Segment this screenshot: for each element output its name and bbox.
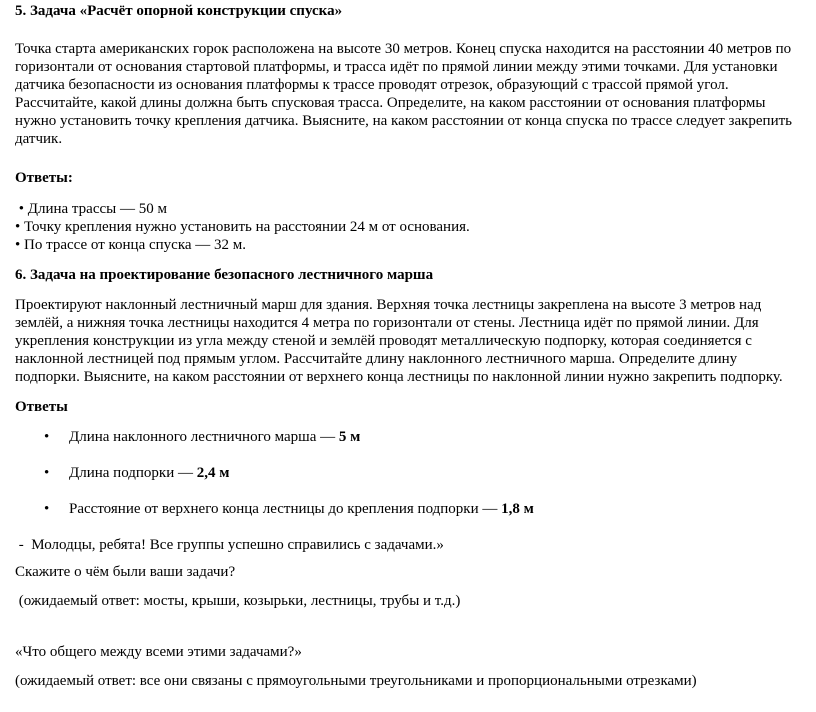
task5-answers — [15, 200, 805, 254]
answer-label: Длина подпорки — — [69, 465, 197, 481]
answer-value: 5 м — [338, 429, 361, 445]
closing-question: Скажите о чём были ваши задачи? — [15, 564, 236, 580]
task6-answers — [15, 428, 805, 518]
task5-answers-heading: Ответы: — [15, 170, 73, 186]
document-page — [15, 2, 805, 690]
bullet-icon: • — [44, 465, 50, 481]
task5-answer-item: • По трассе от конца спуска — 32 м. — [15, 237, 247, 253]
task5-answer-item: • Точку крепления нужно установить на расстоянии 24 м от основания. — [15, 219, 470, 235]
task6-answer-item — [15, 500, 805, 518]
answer-value: 2,4 м — [196, 465, 230, 481]
answer-value: 1,8 м — [501, 501, 534, 517]
task6-title: 6. Задача на проектирование безопасного лестничного марша — [15, 267, 434, 283]
closing-praise: - Молодцы, ребята! Все группы успешно справились с задачами.» — [15, 537, 444, 553]
closing-question-common: «Что общего между всеми этими задачами?» — [15, 644, 302, 660]
closing-expected-answer: (ожидаемый ответ: мосты, крыши, козырьки, лестницы, трубы и т.д.) — [15, 593, 461, 609]
answer-label: Длина наклонного лестничного марша — — [69, 429, 339, 445]
task5-answer-item: • Длина трассы — 50 м — [15, 201, 167, 217]
bullet-icon: • — [44, 501, 50, 517]
task5-title: 5. Задача «Расчёт опорной конструкции спуска» — [15, 3, 343, 19]
bullet-icon: • — [44, 429, 50, 445]
task5-text: Точка старта американских горок расположена на высоте 30 метров. Конец спуска находится на расстоянии 40 метров по горизонтали от основания стартовой платформы, и трасса идёт по прямой линии между этими точками. Для установки датчика безопасности из основания платформы к трассе проводят отрезок, образующий с трассой прямой угол. Рассчитайте, какой длины должна быть спусковая трасса. Определите, на каком расстоянии от основания платформы нужно установить точку крепления датчика. Выясните, на каком расстоянии от конца спуска по трассе следует закрепить датчик. — [15, 41, 792, 147]
answer-label: Расстояние от верхнего конца лестницы до крепления подпорки — — [69, 501, 502, 517]
task6-answer-item — [15, 428, 805, 446]
task6-answer-item — [15, 464, 805, 482]
closing-expected-answer-common: (ожидаемый ответ: все они связаны с прямоугольными треугольниками и пропорциональными отрезками) — [15, 673, 697, 689]
task6-text: Проектируют наклонный лестничный марш для здания. Верхняя точка лестницы закреплена на высоте 3 метров над землёй, а нижняя точка лестницы находится 4 метра по горизонтали от стены. Лестница идёт по прямой линии. Для укрепления конструкции из угла между стеной и землёй проводят металлическую подпорку, которая соединяется с наклонной лестницей под прямым углом. Рассчитайте длину наклонного лестничного марша. Определите длину подпорки. Выясните, на каком расстоянии от верхнего конца лестницы по наклонной линии нужно закрепить подпорку. — [15, 297, 783, 385]
task6-answers-heading: Ответы — [15, 399, 68, 415]
